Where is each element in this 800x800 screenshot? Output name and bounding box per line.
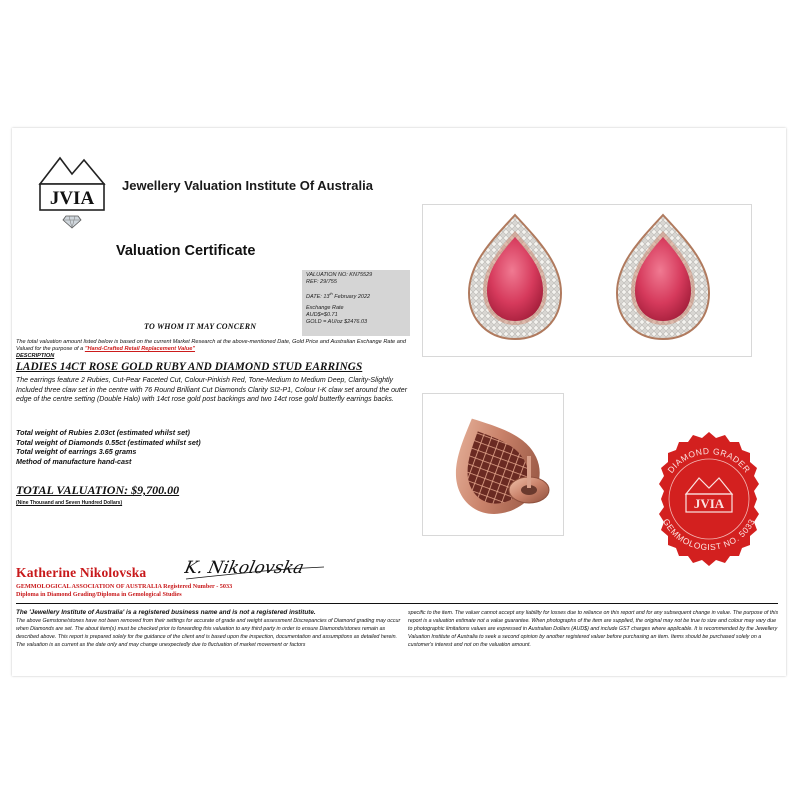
earrings-front-photo xyxy=(422,204,752,357)
seal-top-text: DIAMOND GRADER xyxy=(665,445,753,475)
gold-price: GOLD = AU/oz $2476.03 xyxy=(306,318,368,325)
certificate-title: Valuation Certificate xyxy=(116,243,256,259)
earring-weight: Total weight of earrings 3.65 grams xyxy=(16,447,137,457)
salutation: TO WHOM IT MAY CONCERN xyxy=(144,322,257,331)
divider xyxy=(16,603,778,604)
accreditation xyxy=(16,583,232,599)
manufacture-method: Method of manufacture hand-cast xyxy=(16,456,132,466)
diamond-weight: Total weight of Diamonds 0.55ct (estimated whilst set) xyxy=(16,437,201,447)
jvia-logo xyxy=(26,150,114,230)
disclaimer-right: specific to the item. The valuer cannot accept any liability for losses due to reliance on this report and for any subsequent change in value. The purpose of this report is a valuation estimate not a value guarantee. When photographs of the item are supplied, the original may not be true to size and colour may vary due to photographic limitations values are expressed in Australian Dollars (AUD$) and include GST charges where applicable. It is recommended by the Jewellery Valuation Institute of Australia to seek a second opinion by another registered valuer before purchasing an item. Items should be purchased solely on a customer's interest and not on the valuation amount. xyxy=(408,610,779,648)
right-earring xyxy=(617,215,709,339)
reference: REF: 29/755 xyxy=(306,279,337,285)
weights-list xyxy=(16,428,316,466)
valuer-name: Katherine Nikolovska xyxy=(16,565,147,580)
seal-logo-text: JVIA xyxy=(693,496,725,511)
association-line: GEMMOLOGICAL ASSOCIATION OF AUSTRALIA Registered Number - 5033 xyxy=(16,583,233,590)
valuation-number: VALUATION NO: KN75529 xyxy=(306,272,373,278)
left-earring xyxy=(469,215,561,339)
item-description: The earrings feature 2 Rubies, Cut-Pear Faceted Cut, Colour-Pinkish Red, Tone-Medium to Medium Deep, Clarity-Slightly Included three claw set in the centre with 76 Round Brilliant Cut Diamonds Clarity SI2-P1, Colour I-K claw set around the outer edge of the centre setting (Double Halo) with 14ct rose gold post backings and two 14ct rose gold butterfly earrings backs. xyxy=(16,377,408,404)
exchange-rate-label: Exchange Rate xyxy=(306,304,344,311)
purpose-highlight: "Hand-Crafted Retail Replacement Value" xyxy=(84,346,196,352)
valuation-details-box xyxy=(302,270,410,336)
seal-bottom-text: GEMMOLOGIST NO. 5033 xyxy=(661,516,757,553)
signature-text: K. Nikolovska xyxy=(184,558,306,578)
description-label: DESCRIPTION xyxy=(16,353,55,359)
handwritten-signature xyxy=(184,553,334,583)
disclaimer-left: The above Gemstone/stones have not been removed from their settings for accurate of grade and weight assessment Discrepancies of Diamond grading may occur when Diamonds are set. The about item(s) must be checked prior to forwarding this valuation to any third party in order to ensure Diamonds/stones remain as described above. This report is prepared solely for the guidance of the client and is based upon the inspection, documentation and assumptions as detailed herein. The valuation is as current as the date only and may change unexpectedly due to fluctuation of market movement or factors xyxy=(16,618,401,648)
exchange-rate: AUD$=$0.71 xyxy=(306,311,338,318)
diamond-grader-seal xyxy=(638,428,780,570)
total-valuation: TOTAL VALUATION: $9,700.00 xyxy=(16,483,180,497)
diploma-line: Diploma in Diamond Grading/Diploma in Gemological Studies xyxy=(16,591,182,598)
total-in-words: (Nine Thousand and Seven Hundred Dollars) xyxy=(16,500,123,506)
item-title: LADIES 14CT ROSE GOLD RUBY AND DIAMOND STUD EARRINGS xyxy=(16,361,363,373)
disclaimer-title: The 'Jewellery Institute of Australia' is a registered business name and is not a registered institute. xyxy=(16,609,316,616)
intro-text: The total valuation amount listed below is based on the current Market Research at the above-mentioned Date, Gold Price and Australian Exchange Rate and Valued for the purpose of a "Hand-Crafted Retail Replacement Value" xyxy=(16,339,407,352)
valuation-certificate xyxy=(12,128,786,676)
earrings-back-photo xyxy=(422,393,564,536)
valuation-date: DATE: 13th February 2022 xyxy=(306,291,371,300)
ruby-weight: Total weight of Rubies 2.03ct (estimated whilst set) xyxy=(16,428,190,437)
institute-name: Jewellery Valuation Institute Of Australia xyxy=(122,178,373,193)
logo-text: JVIA xyxy=(49,188,95,209)
